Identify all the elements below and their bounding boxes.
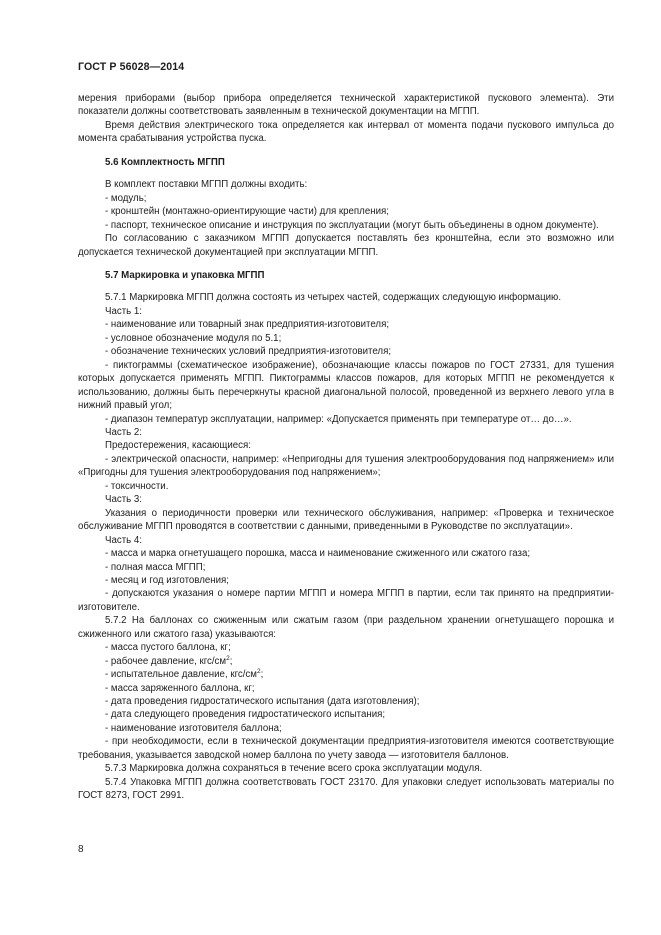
punctuation: ; — [260, 669, 264, 681]
list-item: - при необходимости, если в технической документации предприятия-изготовителя имеются соответствующие требования, указывается заводской номер баллона по учету завода — изготовителя баллонов. — [78, 736, 614, 761]
list-item-text: - рабочее давление, кгс/см — [105, 655, 227, 667]
list-item: - месяц и год изготовления; — [105, 574, 229, 586]
paragraph: Часть 2: — [105, 426, 142, 438]
list-item: - токсичности. — [105, 480, 169, 492]
paragraph: 5.7.1 Маркировка МГПП должна состоять из четырех частей, содержащих следующую информацию. — [105, 292, 562, 304]
document-body — [78, 92, 614, 803]
page-number: 8 — [78, 844, 84, 855]
list-item: - модуль; — [105, 192, 147, 204]
list-item: - дата следующего проведения гидростатического испытания; — [105, 709, 386, 721]
list-item: - кронштейн (монтажно-ориентирующие части) для крепления; — [105, 206, 389, 218]
list-item: - допускаются указания о номере партии МГПП и номера МГПП в партии, если так принято на предприятии-изготовителе. — [78, 588, 614, 613]
list-item: - масса и марка огнетушащего порошка, масса и наименование сжиженного или сжатого газа; — [105, 548, 531, 560]
paragraph: Часть 3: — [105, 494, 142, 506]
paragraph: В комплект поставки МГПП должны входить: — [105, 179, 308, 191]
list-item: - диапазон температур эксплуатации, например: «Допускается применять при температуре от… до…». — [105, 413, 572, 425]
list-item: - наименование изготовителя баллона; — [105, 722, 282, 734]
list-item: - масса заряженного баллона, кг; — [105, 682, 255, 694]
list-item: - масса пустого баллона, кг; — [105, 642, 231, 654]
list-item: - обозначение технических условий предприятия-изготовителя; — [105, 346, 392, 358]
paragraph: Часть 4: — [105, 534, 142, 546]
list-item: - паспорт, техническое описание и инструкция по эксплуатации (могут быть объединены в одном документе). — [105, 219, 599, 231]
list-item: - наименование или товарный знак предприятия-изготовителя; — [105, 319, 390, 331]
list-item-text: - испытательное давление, кгс/см — [105, 669, 257, 681]
list-item: - полная масса МГПП; — [105, 561, 206, 573]
paragraph: мерения приборами (выбор прибора определяется технической характеристикой пускового элемента). Эти показатели должны соответствовать заявленным в технической документации на МГПП. — [78, 93, 614, 118]
punctuation: ; — [229, 655, 233, 667]
list-item: - пиктограммы (схематическое изображение), обозначающие классы пожаров по ГОСТ 27331, для тушения которых допускается применять МГПП. Пиктограммы классов пожаров, для которых МГПП не рекомендуется к использованию, должны быть перечеркнуты красной диагональной полосой, проведенной из верхнего левого угла в нижний правый угол; — [78, 359, 614, 412]
section-heading-5-6: 5.6 Комплектность МГПП — [105, 156, 225, 168]
paragraph: 5.7.2 На баллонах со сжиженным или сжатым газом (при раздельном хранении огнетушащего порошка и сжиженного или сжатого газа) указываются: — [78, 615, 614, 640]
paragraph: По согласованию с заказчиком МГПП допускается поставлять без кронштейна, если это возможно или допускается технической документацией при эксплуатации МГПП. — [78, 233, 614, 258]
paragraph: Указания о периодичности проверки или технического обслуживания, например: «Проверка и техническое обслуживание МГПП проводятся в соответствии с данными, приведенными в Руководстве по эксплуатации». — [78, 507, 614, 533]
document-header: ГОСТ Р 56028—2014 — [78, 61, 185, 73]
superscript: 2 — [226, 654, 230, 662]
superscript: 2 — [256, 668, 261, 676]
paragraph: Время действия электрического тока определяется как интервал от момента подачи пускового импульса до момента срабатывания устройства пуска. — [78, 119, 614, 145]
list-item: - дата проведения гидростатического испытания (дата изготовления); — [105, 696, 420, 708]
paragraph: 5.7.3 Маркировка должна сохраняться в течение всего срока эксплуатации модуля. — [105, 763, 483, 775]
paragraph: 5.7.4 Упаковка МГПП должна соответствовать ГОСТ 23170. Для упаковки следует использовать материалы по ГОСТ 8273, ГОСТ 2991. — [78, 776, 614, 802]
paragraph: Предостережения, касающиеся: — [105, 440, 251, 452]
list-item: - условное обозначение модуля по 5.1; — [105, 332, 282, 344]
list-item: - электрической опасности, например: «Непригодны для тушения электрооборудования под напряжением» или «Пригодны для тушения электрооборудования под напряжением»; — [78, 453, 614, 479]
list-item — [78, 668, 614, 681]
list-item — [78, 655, 614, 668]
paragraph: Часть 1: — [105, 305, 142, 317]
section-heading-5-7: 5.7 Маркировка и упаковка МГПП — [105, 269, 265, 281]
